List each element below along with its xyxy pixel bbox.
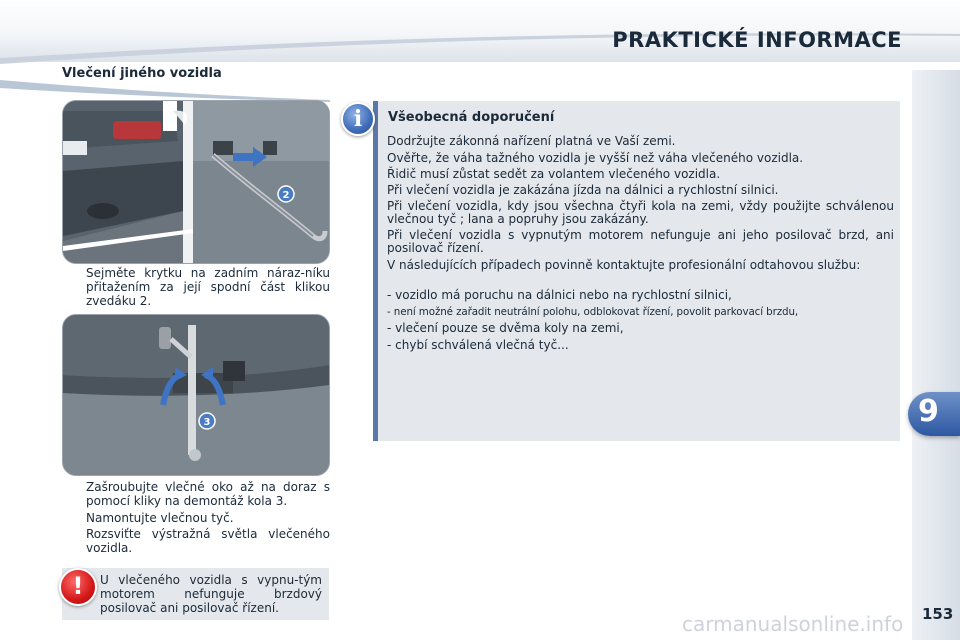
info-title: Všeobecná doporučení: [388, 110, 555, 125]
info-icon: [341, 102, 375, 136]
info-list-item: - vlečení pouze se dvěma koly na zemi,: [387, 321, 624, 335]
watermark: carmanualsonline.info: [682, 612, 904, 636]
info-paragraph: Ověřte, že váha tažného vozidla je vyšší než váha vlečeného vozidla.: [387, 151, 804, 165]
info-list-item: - chybí schválená vlečná tyč...: [387, 338, 569, 352]
page-title: PRAKTICKÉ INFORMACE: [612, 28, 902, 52]
step-text: Sejměte krytku na zadním náraz-níku přitažením za její spodní část klikou zvedáku 2.: [86, 266, 330, 308]
info-icon-glyph: i: [353, 106, 363, 132]
callout-number-2: 2: [282, 190, 290, 201]
side-bar: [912, 70, 960, 640]
rear-bumper-cover-photo: [62, 100, 330, 264]
info-paragraph: Při vlečení vozidla, kdy jsou všechna čtyři kola na zemi, vždy použijte schválenou vlečnou tyč ; lana a popruhy jsou zakázány.: [387, 199, 894, 226]
warning-text: U vlečeného vozidla s vypnu-tým motorem nefunguje brzdový posilovač ani posilovač řízení.: [100, 573, 322, 615]
callout-number-3: 3: [203, 417, 211, 428]
header-swoosh-decoration: [0, 0, 960, 110]
page-number: 153: [922, 605, 954, 623]
section-title: Vlečení jiného vozidla: [62, 66, 222, 81]
step-text: Zašroubujte vlečné oko až na doraz s pomocí kliky na demontáž kola 3.: [86, 480, 330, 508]
info-paragraph: Při vlečení vozidla je zakázána jízda na dálnici a rychlostní silnici.: [387, 183, 779, 197]
info-paragraph: V následujících případech povinně kontaktujte profesionální odtahovou službu:: [387, 258, 861, 272]
info-paragraph: Při vlečení vozidla s vypnutým motorem nefunguje ani jeho posilovač brzd, ani posilovač řízení.: [387, 228, 894, 255]
info-list-item: - vozidlo má poruchu na dálnici nebo na rychlostní silnici,: [387, 288, 732, 302]
chapter-tab[interactable]: [908, 392, 960, 436]
chapter-number: 9: [918, 394, 939, 429]
warning-icon: [59, 568, 97, 606]
page-header: [0, 0, 960, 62]
towing-eye-photo: [62, 314, 330, 476]
towing-eye-illustration: [63, 315, 329, 475]
info-paragraph: Dodržujte zákonná nařízení platná ve Vaší zemi.: [387, 134, 676, 148]
step-text: Namontujte vlečnou tyč.: [86, 511, 234, 525]
warning-icon-glyph: !: [72, 572, 84, 600]
info-list-item: - není možné zařadit neutrální polohu, odblokovat řízení, povolit parkovací brzdu,: [387, 306, 799, 318]
rear-bumper-illustration: [63, 101, 329, 263]
step-text: Rozsviťte výstražná světla vlečeného vozidla.: [86, 527, 330, 555]
info-paragraph: Řidič musí zůstat sedět za volantem vlečeného vozidla.: [387, 167, 721, 181]
